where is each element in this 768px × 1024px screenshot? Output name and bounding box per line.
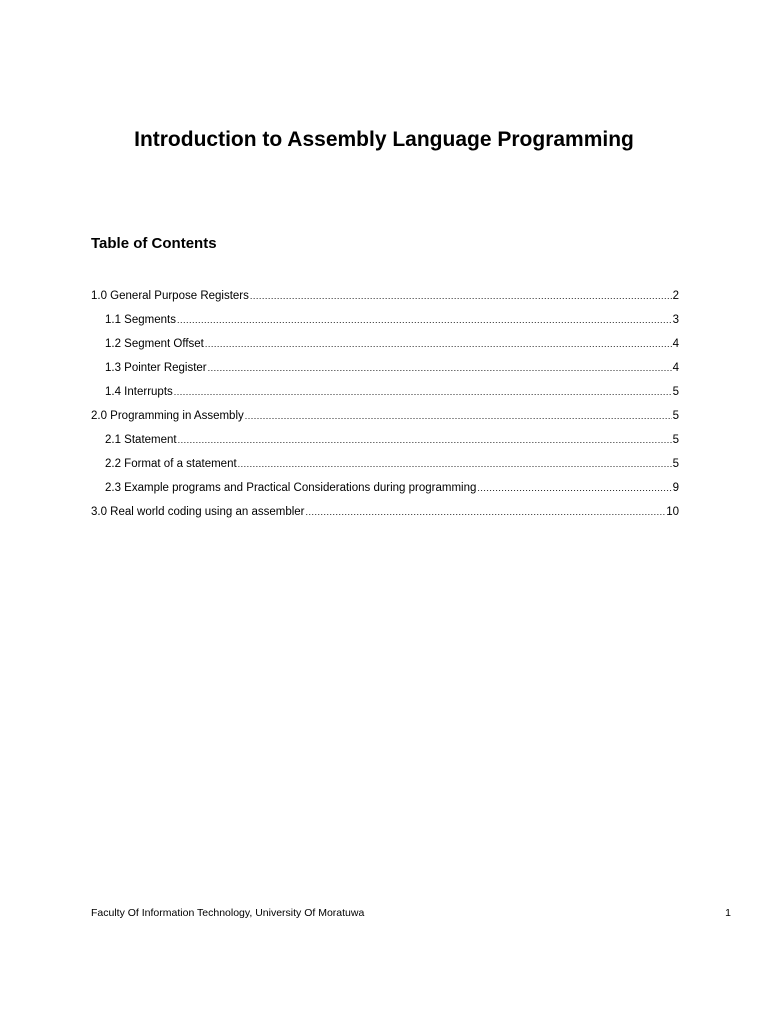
toc-entry-page: 4 [672,338,679,350]
toc-entry-2-3[interactable] [91,480,679,504]
toc-entry-label: 1.4 Interrupts [105,386,173,398]
toc-entry-label: 2.1 Statement [105,434,177,446]
toc-leader-dots [208,360,672,376]
toc-leader-dots [238,456,672,472]
toc-entry-label: 2.0 Programming in Assembly [91,410,244,422]
toc-leader-dots [178,432,672,448]
toc-entry-page: 5 [672,410,679,422]
toc-entry-1-1[interactable] [91,312,679,336]
toc-entry-2-2[interactable] [91,456,679,480]
toc-entry-page: 2 [672,290,679,302]
toc-leader-dots [306,504,666,520]
toc-entry-label: 1.1 Segments [105,314,176,326]
toc-leader-dots [177,312,672,328]
footer-page-number: 1 [725,907,731,919]
table-of-contents [91,288,679,528]
toc-leader-dots [250,288,672,304]
toc-entry-label: 1.3 Pointer Register [105,362,207,374]
toc-entry-label: 1.2 Segment Offset [105,338,204,350]
toc-entry-3-0[interactable] [91,504,679,528]
toc-entry-page: 5 [672,458,679,470]
toc-entry-2-0[interactable] [91,408,679,432]
toc-entry-label: 1.0 General Purpose Registers [91,290,249,302]
toc-leader-dots [245,408,672,424]
toc-entry-2-1[interactable] [91,432,679,456]
toc-entry-page: 10 [666,506,679,518]
toc-leader-dots [174,384,672,400]
toc-entry-page: 9 [672,482,679,494]
toc-entry-1-2[interactable] [91,336,679,360]
toc-entry-page: 5 [672,386,679,398]
toc-entry-1-3[interactable] [91,360,679,384]
page-footer [91,907,731,919]
toc-entry-1-0[interactable] [91,288,679,312]
toc-entry-page: 3 [672,314,679,326]
toc-leader-dots [477,480,671,496]
document-title: Introduction to Assembly Language Programming [134,128,634,151]
toc-entry-label: 3.0 Real world coding using an assembler [91,506,305,518]
toc-entry-label: 2.2 Format of a statement [105,458,237,470]
toc-entry-1-4[interactable] [91,384,679,408]
toc-entry-label: 2.3 Example programs and Practical Considerations during programming [105,482,477,494]
toc-entry-page: 5 [672,434,679,446]
toc-leader-dots [205,336,672,352]
footer-text: Faculty Of Information Technology, University Of Moratuwa [91,907,365,919]
toc-heading: Table of Contents [91,235,217,252]
toc-entry-page: 4 [672,362,679,374]
